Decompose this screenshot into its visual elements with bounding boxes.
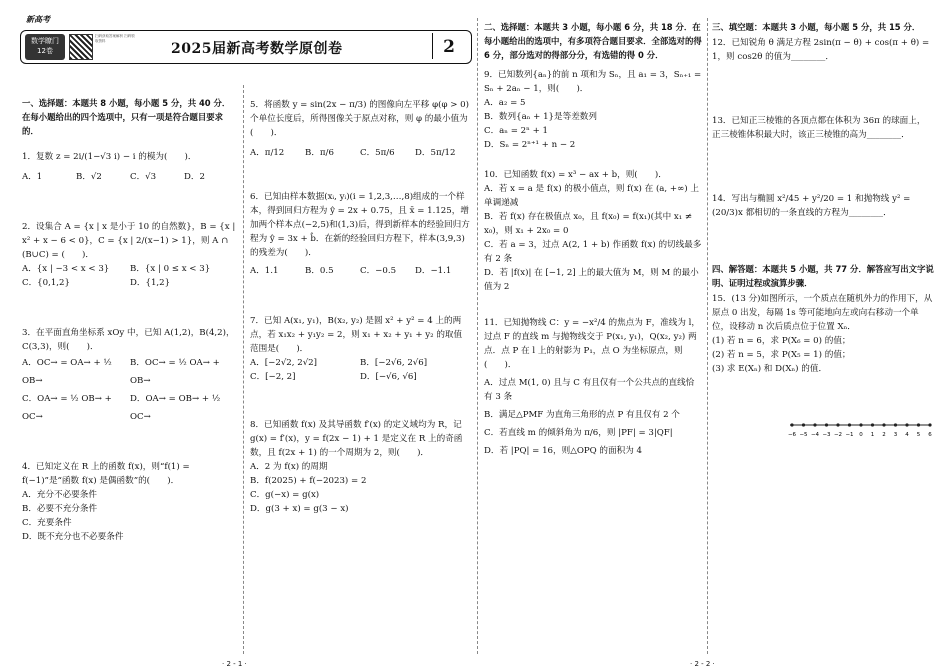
number-line-label: −2 <box>833 432 843 438</box>
option-b: B．{x | 0 ≤ x < 3} <box>130 264 211 274</box>
number-line-point <box>790 423 793 426</box>
option-a: A．[−2√2, 2√2] <box>250 358 317 368</box>
question-stem: 10．已知函数 f(x) = x³ − ax + b，则( )． <box>484 170 667 180</box>
question-15 <box>712 292 934 376</box>
question-3 <box>22 326 238 426</box>
question-9 <box>484 68 702 152</box>
question-stem: 8．已知函数 f(x) 及其导函数 f′(x) 的定义域均为 R，记 g(x) = f′(x)，y = f(2x − 1) + 1 是定义在 R 上的奇函数，且 f(2x + 1) 的一个周期为 2，则( )． <box>250 420 463 458</box>
question-stem: 9．已知数列{aₙ}的前 n 项和为 Sₙ，且 a₁ = 3，Sₙ₊₁ = Sₙ + 2aₙ − 1，则( )． <box>484 70 702 94</box>
option-c: C．[−2, 2] <box>250 372 296 382</box>
question-stem: 6．已知由样本数据(xᵢ, yᵢ)(i = 1,2,3,…,8)组成的一个样本，得到回归方程为 ŷ = 2x + 0.75，且 x̄ = 1.125，增加两个样本点(−2,5)和(1,3)后，得到新样本的经验回归方程为 ŷ = 3x + b̂．在新的经验回归方程下，样本(3,9,3)的残差为( )． <box>250 192 470 258</box>
option-d: D．−1.1 <box>415 266 452 276</box>
option-b: B．f(2025) + f(−2023) = 2 <box>250 476 367 486</box>
number-line-label: −1 <box>845 432 854 438</box>
number-line-point <box>836 423 839 426</box>
question-12: 12．已知锐角 θ 满足方程 2sin(π − θ) + cos(π + θ) = 1，则 cos2θ 的值为________． <box>712 38 930 62</box>
question-stem: 15．(13 分)如图所示，一个质点在随机外力的作用下，从原点 0 出发，每隔 1s 等可能地向左或向右移动一个单位，设移动 n 次后质点位于位置 Xₙ． <box>712 294 933 332</box>
question-stem: 2．设集合 A = {x | x 是小于 10 的自然数}，B = {x | x² + x − 6 < 0}，C = {x | 2/(x−1) > 1}，则 A ∩ (B∪C) = ( )． <box>22 222 236 260</box>
option-d: D．OA→ = OB→ + ½ OC→ <box>130 394 221 422</box>
option-d: D．{1,2} <box>130 278 171 288</box>
option-c: C．若 a = 3，过点 A(2, 1 + b) 作函数 f(x) 的切线最多有 2 条 <box>484 240 702 264</box>
column-4 <box>712 20 934 376</box>
question-13: 13．已知正三棱锥的各顶点都在体积为 36π 的球面上，正三棱锥体积最大时，该正三棱锥的高为________． <box>712 116 926 140</box>
number-line-label: 1 <box>870 432 875 438</box>
badge-line1: 数学瞭门 <box>31 37 59 45</box>
column-divider <box>477 18 478 654</box>
number-line-point <box>825 423 828 426</box>
option-d: D．g(3 + x) = g(3 − x) <box>250 504 349 514</box>
option-d: D．5π/12 <box>415 148 456 158</box>
option-b: B．OC→ = ½ OA→ + OB→ <box>130 358 220 386</box>
brand-logo: 新高考 <box>26 15 50 24</box>
option-c: C．g(−x) = g(x) <box>250 490 320 500</box>
option-b: B．[−2√6, 2√6] <box>360 358 428 368</box>
number-line-label: −3 <box>822 432 831 438</box>
option-a: A．OC→ = OA→ + ½ OB→ <box>22 358 112 386</box>
question-4 <box>22 460 238 544</box>
badge-line2: 12卷 <box>37 47 53 55</box>
number-line-point <box>802 423 805 426</box>
option-b: B．√2 <box>76 172 102 182</box>
question-stem: 7．已知 A(x₁, y₁)，B(x₂, y₂) 是圆 x² + y² = 4 上的两点，若 x₁x₂ + y₁y₂ = 2，则 x₁ + x₂ + y₁ + y₂ 的取值范围是( )． <box>250 316 463 354</box>
number-line-label: −6 <box>788 432 797 438</box>
number-line-point <box>882 423 885 426</box>
option-b: B．0.5 <box>305 266 334 276</box>
option-b: B．数列{aₙ + 1}是等差数列 <box>484 112 597 122</box>
number-line-label: −4 <box>810 432 820 438</box>
option-c: C．OA→ = ½ OB→ + OC→ <box>22 394 112 422</box>
option-d: D．2 <box>184 172 205 182</box>
sub-question-3: (3) 求 E(Xₙ) 和 D(Xₙ) 的值． <box>712 364 828 374</box>
option-d: D．Sₙ = 2ⁿ⁺¹ + n − 2 <box>484 140 576 150</box>
number-line-point <box>905 423 908 426</box>
option-c: C．5π/6 <box>360 148 395 158</box>
option-c: C．−0.5 <box>360 266 397 276</box>
column-2 <box>250 98 470 516</box>
number-line-point <box>813 423 816 426</box>
qr-code-icon <box>69 34 93 60</box>
option-d: D．既不充分也不必要条件 <box>22 532 124 542</box>
paper-number: 2 <box>432 33 465 59</box>
option-d: D．若 |f(x)| 在 [−1, 2] 上的最大值为 M，则 M 的最小值为 2 <box>484 268 699 292</box>
series-badge <box>25 34 65 60</box>
section-heading-fill: 三、填空题：本题共 3 小题，每小题 5 分，共 15 分． <box>712 22 921 32</box>
question-stem: 1．复数 z = 2i/(1−√3 i) − i 的模为( )． <box>22 152 197 162</box>
number-line-label: −5 <box>799 432 808 438</box>
number-line-point <box>917 423 920 426</box>
page-footer-right: · 2 - 2 · <box>690 660 715 668</box>
option-a: A．{x | −3 < x < 3} <box>22 264 110 274</box>
question-1 <box>22 150 238 184</box>
option-c: C．{0,1,2} <box>22 278 70 288</box>
option-d: D．[−√6, √6] <box>360 372 417 382</box>
sub-question-1: (1) 若 n = 6，求 P(X₆ = 0) 的值； <box>712 336 851 346</box>
option-d: D．若 |PQ| = 16，则△OPQ 的面积为 4 <box>484 446 643 456</box>
number-line-point <box>871 423 874 426</box>
option-a: A．π/12 <box>250 148 285 158</box>
question-2 <box>22 220 238 290</box>
option-b: B．若 f(x) 存在极值点 x₀，且 f(x₀) = f(x₁)(其中 x₁ ≠ x₀)，则 x₁ + 2x₀ = 0 <box>484 212 693 236</box>
option-a: A．2 为 f(x) 的周期 <box>250 462 328 472</box>
column-divider <box>707 18 708 654</box>
number-line-point <box>928 423 931 426</box>
sub-question-2: (2) 若 n = 5，求 P(X₅ = 1) 的值； <box>712 350 851 360</box>
question-11 <box>484 316 702 458</box>
option-a: A．1.1 <box>250 266 279 276</box>
exam-title: 2025届新高考数学原创卷 <box>171 41 343 57</box>
option-c: C．若直线 m 的倾斜角为 π/6，则 |PF| = 3|QF| <box>484 428 673 438</box>
number-line-point <box>848 423 851 426</box>
question-7 <box>250 314 470 384</box>
question-8 <box>250 418 470 516</box>
number-line-figure <box>788 418 932 442</box>
question-6 <box>250 190 470 278</box>
qr-caption: 扫码获取答案解析 扫码领取资料 <box>95 34 135 43</box>
number-line-point <box>894 423 897 426</box>
option-b: B．必要不充分条件 <box>22 504 98 514</box>
column-1 <box>22 96 238 544</box>
question-stem: 4．已知定义在 R 上的函数 f(x)，则“f(1) = f(−1)”是“函数 f(x) 是偶函数”的( )． <box>22 462 190 486</box>
number-line-label: 3 <box>893 432 898 438</box>
option-a: A．a₂ = 5 <box>484 98 526 108</box>
number-line-label: 5 <box>916 432 921 438</box>
question-stem: 11．已知抛物线 C：y = −x²/4 的焦点为 F，准线为 l，过点 F 的直线 m 与抛物线交于 P(x₁, y₁)，Q(x₂, y₂) 两点．点 P 在 l 上的射影为 P₁，点 O 为坐标原点，则( )． <box>484 318 701 370</box>
page-footer-left: · 2 - 1 · <box>222 660 247 668</box>
question-stem: 3．在平面直角坐标系 xOy 中，已知 A(1,2)，B(4,2)，C(3,3)，则( )． <box>22 328 235 352</box>
number-line-label: 0 <box>859 432 863 438</box>
section-heading-multi: 二、选择题：本题共 3 小题，每小题 6 分，共 18 分．在每小题给出的选项中，有多项符合题目要求．全部选对的得 6 分，部分选对的得部分分，有选错的得 0 分． <box>484 22 702 60</box>
number-line-point <box>859 423 862 426</box>
question-5 <box>250 98 470 160</box>
section-heading-solve: 四、解答题：本题共 5 小题，共 77 分．解答应写出文字说明、证明过程或演算步骤． <box>712 264 934 288</box>
question-14: 14．写出与椭圆 x²/45 + y²/20 = 1 和抛物线 y² = (20/3)x 都相切的一条直线的方程为________． <box>712 194 911 218</box>
column-3 <box>484 20 702 458</box>
question-10 <box>484 168 702 294</box>
option-c: C．√3 <box>130 172 157 182</box>
section-heading-choice: 一、选择题：本题共 8 小题，每小题 5 分，共 40 分．在每小题给出的四个选项中，只有一项是符合题目要求的． <box>22 98 231 136</box>
option-c: C．aₙ = 2ⁿ + 1 <box>484 126 548 136</box>
option-a: A．若 x = a 是 f(x) 的极小值点，则 f(x) 在 (a, +∞) 上单调递减 <box>484 184 699 208</box>
question-stem: 5．将函数 y = sin(2x − π/3) 的图像向左平移 φ(φ > 0) 个单位长度后，所得图像关于原点对称，则 φ 的最小值为( )． <box>250 100 469 138</box>
number-line-label: 6 <box>928 432 932 438</box>
option-a: A．过点 M(1, 0) 且与 C 有且仅有一个公共点的直线恰有 3 条 <box>484 378 695 402</box>
option-a: A．充分不必要条件 <box>22 490 97 500</box>
option-a: A．1 <box>22 172 43 182</box>
option-c: C．充要条件 <box>22 518 72 528</box>
option-b: B．满足△PMF 为直角三角形的点 P 有且仅有 2 个 <box>484 410 680 420</box>
exam-header <box>20 30 472 64</box>
column-divider <box>243 85 244 654</box>
option-b: B．π/6 <box>305 148 334 158</box>
number-line-label: 2 <box>882 432 886 438</box>
number-line-label: 4 <box>905 432 909 438</box>
